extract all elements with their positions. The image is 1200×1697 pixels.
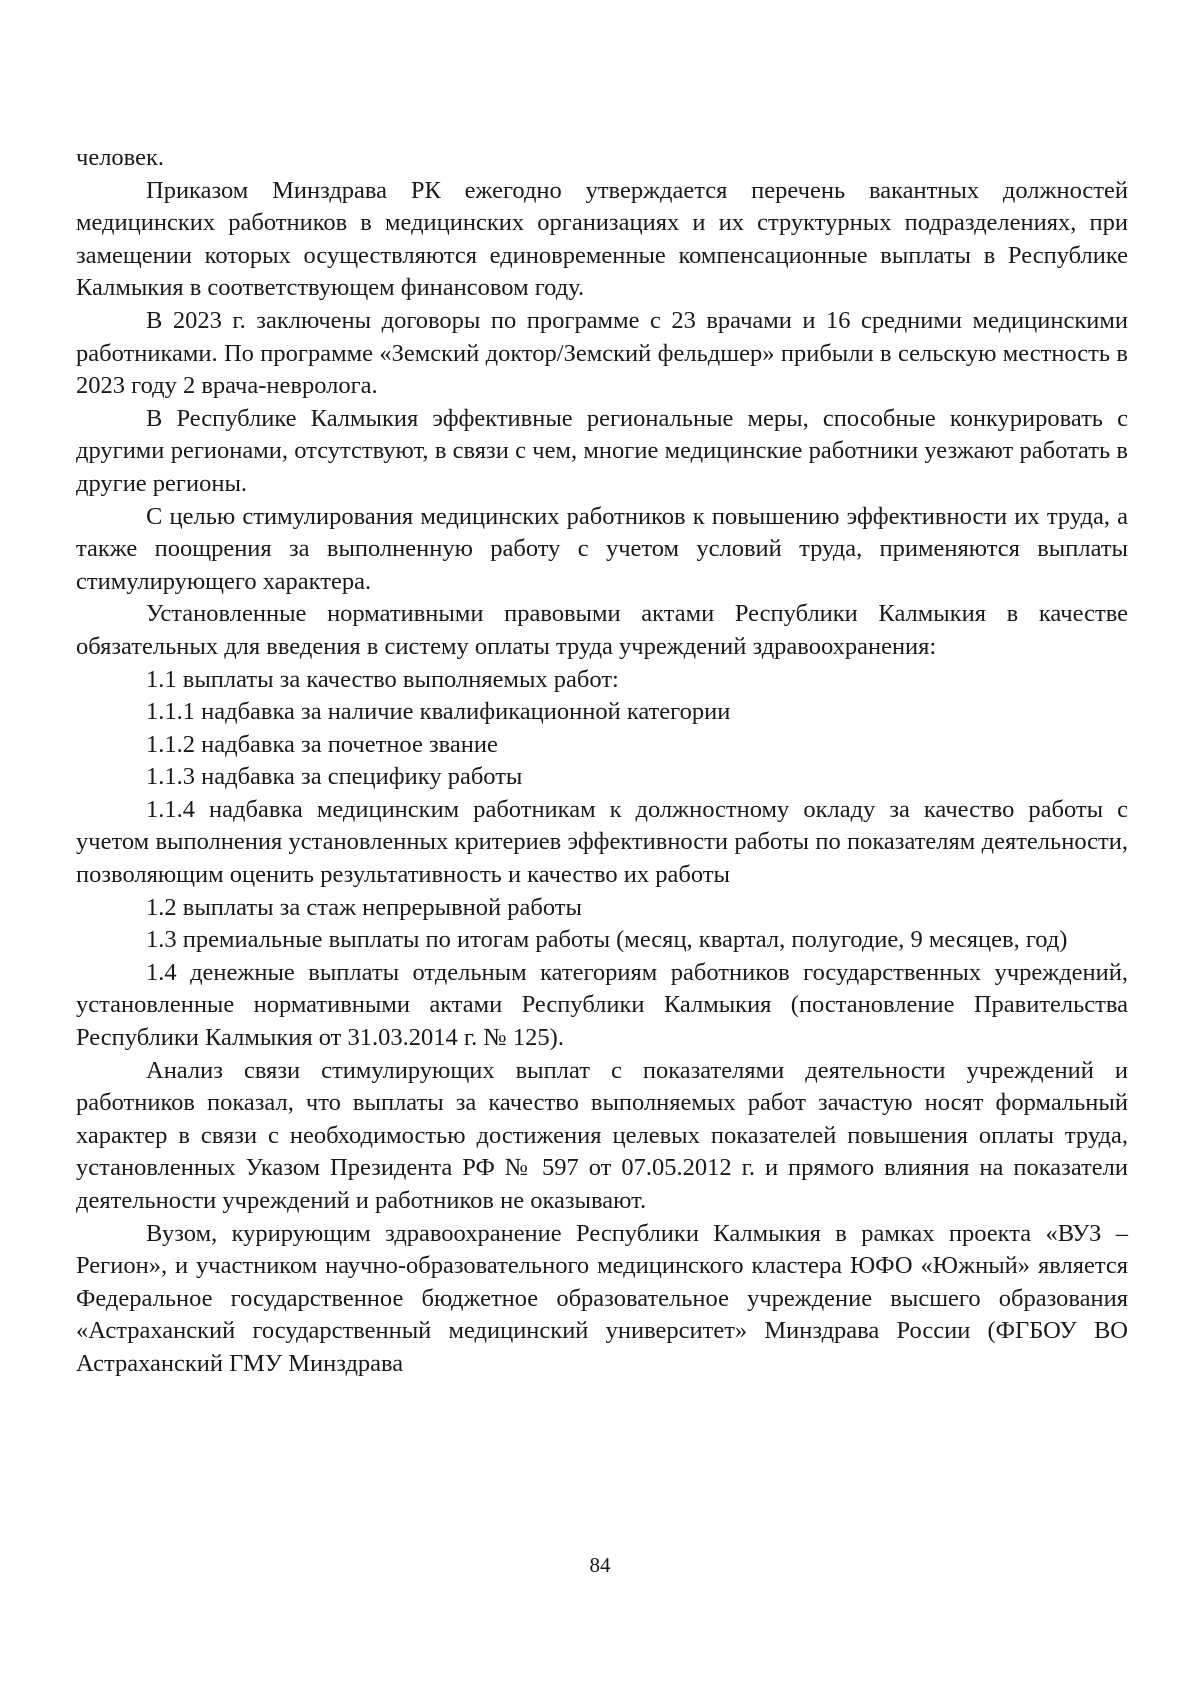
paragraph-analysis: Анализ связи стимулирующих выплат с показателями деятельности учреждений и работников показал, что выплаты за качество выполняемых работ зачастую носят формальный характер в связи с необходимостью достижения целевых показателей повышения оплаты труда, установленных Указом Президента РФ № 597 от 07.05.2012 г. и прямого влияния на показатели деятельности учреждений и работников не оказывают. — [76, 1056, 1128, 1214]
list-item-1-3: 1.3 премиальные выплаты по итогам работы (месяц, квартал, полугодие, 9 месяцев, год) — [146, 926, 1068, 954]
paragraph-university: Вузом, курирующим здравоохранение Республики Калмыкия в рамках проекта «ВУЗ – Регион», и участником научно-образовательного медицинского кластера ЮФО «Южный» является Федеральное государственное бюджетное образовательное учреждение высшего образования «Астраханский государственный медицинский университет» Минздрава России (ФГБОУ ВО Астраханский ГМУ Минздрава — [76, 1219, 1128, 1377]
paragraph-3: В 2023 г. заключены договоры по программе с 23 врачами и 16 средними медицинскими работниками. По программе «Земский доктор/Земский фельдшер» прибыли в сельскую местность в 2023 году 2 врача-невролога. — [76, 306, 1128, 400]
list-item-1-1: 1.1 выплаты за качество выполняемых работ: — [146, 665, 619, 693]
document-body — [76, 142, 1128, 1381]
list-item-1-1-3: 1.1.3 надбавка за специфику работы — [146, 763, 523, 791]
paragraph-1: человек. — [76, 144, 164, 171]
list-item-1-2: 1.2 выплаты за стаж непрерывной работы — [146, 893, 582, 921]
list-item-1-1-1: 1.1.1 надбавка за наличие квалификационной категории — [146, 698, 731, 726]
list-item-1-4: 1.4 денежные выплаты отдельным категориям работников государственных учреждений, установленные нормативными актами Республики Калмыкия (постановление Правительства Республики Калмыкия от 31.03.2014 г. № 125). — [76, 958, 1128, 1052]
list-item-1-1-2: 1.1.2 надбавка за почетное звание — [146, 730, 498, 758]
paragraph-2: Приказом Минздрава РК ежегодно утверждается перечень вакантных должностей медицинских работников в медицинских организациях и их структурных подразделениях, при замещении которых осуществляются единовременные компенсационные выплаты в Республике Калмыкия в соответствующем финансовом году. — [76, 176, 1128, 302]
paragraph-4: В Республике Калмыкия эффективные региональные меры, способные конкурировать с другими регионами, отсутствуют, в связи с чем, многие медицинские работники уезжают работать в другие регионы. — [76, 404, 1128, 497]
page-number: 84 — [589, 1553, 611, 1577]
list-item-1-1-4: 1.1.4 надбавка медицинским работникам к должностному окладу за качество работы с учетом выполнения установленных критериев эффективности работы по показателям деятельности, позволяющим оценить результативность и качество их работы — [76, 795, 1128, 889]
paragraph-6: Установленные нормативными правовыми актами Республики Калмыкия в качестве обязательных для введения в систему оплаты труда учреждений здравоохранения: — [76, 600, 1128, 660]
paragraph-5: С целью стимулирования медицинских работников к повышению эффективности их труда, а также поощрения за выполненную работу с учетом условий труда, применяются выплаты стимулирующего характера. — [76, 502, 1128, 595]
